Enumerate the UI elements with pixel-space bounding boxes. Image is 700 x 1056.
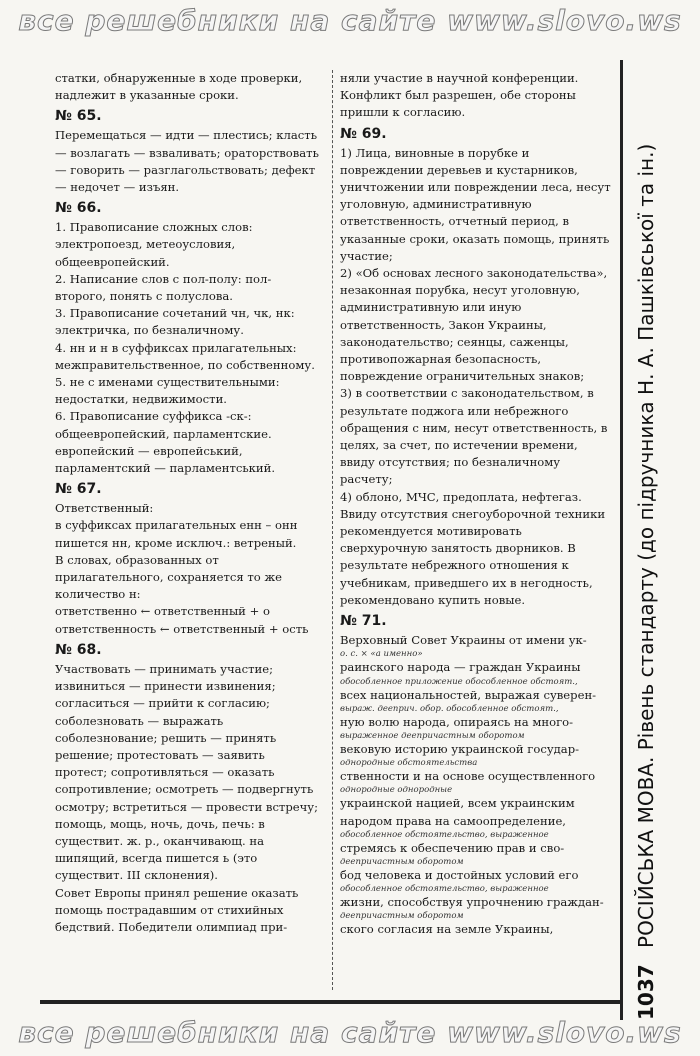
- paragraph: раинского народа — граждан Украины: [340, 660, 581, 675]
- grammar-annotation: однородные обстоятельства: [340, 758, 478, 769]
- exercise-heading: № 68.: [55, 641, 102, 658]
- paragraph: няли участие в научной конференции. Конфликт был разрешен, обе стороны пришли к согласию.: [340, 71, 579, 120]
- watermark-banner-top: все решебники на сайте www.slovo.ws: [18, 4, 682, 37]
- grammar-annotation: обособленное обстоятельство, выраженное: [340, 884, 549, 895]
- grammar-annotation: деепричастным оборотом: [340, 911, 464, 922]
- spine-header: [631, 60, 661, 1020]
- column-divider: [332, 70, 333, 990]
- paragraph: европейский — европейський, парламентский — парламентський.: [55, 443, 276, 476]
- paragraph: в суффиксах прилагательных енн – онн пишется нн, кроме исключ.: ветреный.: [55, 518, 298, 550]
- paragraph: всех национальностей, выражая суверен-: [340, 687, 597, 702]
- paragraph: 6. Правописание суффикса -ск-: общеевропейский, парламентские.: [55, 409, 272, 441]
- page-number: 1037: [634, 964, 658, 1020]
- grammar-annotation: обособленное приложение обособленное обстоят.,: [340, 676, 578, 687]
- exercise-heading: № 66.: [55, 200, 102, 217]
- grammar-annotation: выраж. дееприч. обор. обособленное обстоят.,: [340, 703, 559, 714]
- paragraph: жизни, способствуя упрочнению граждан-: [340, 895, 604, 910]
- paragraph: статки, обнаруженные в ходе проверки, надлежит в указанные сроки.: [55, 71, 303, 103]
- paragraph: В словах, образованных от прилагательного, сохраняется то же количество н:: [55, 552, 282, 602]
- paragraph: украинской нацией, всем украинским народом права на самоопределение,: [340, 796, 575, 828]
- exercise-heading: № 71.: [340, 613, 387, 630]
- paragraph: 4. нн и н в суффиксах прилагательных: межправительственное, по собственному.: [55, 340, 315, 372]
- grammar-annotation: обособленное обстоятельство, выраженное: [340, 829, 549, 840]
- bottom-rule: [40, 1000, 620, 1004]
- paragraph: Ввиду отсутствия снегоуборочной техники рекомендуется мотивировать сверхурочную занятость дворников. В результате небрежного отношения к учебникам, приведшего их в негодность, рекомендовано купить новые.: [340, 506, 606, 607]
- paragraph: 2. Написание слов с пол-полу: пол-второго, понять с полуслова.: [55, 271, 272, 304]
- paragraph: 5. не с именами существительными: недостатки, недвижимости.: [55, 375, 280, 407]
- exercise-heading: № 65.: [55, 108, 102, 125]
- paragraph: 2) «Об основах лесного законодательства», незаконная порубка, несут уголовную, административную или иную ответственность, Закон Украины, законодательство; сеянцы, саженцы, противопожарная безопасность, повреждение ограничительных знаков;: [340, 266, 608, 384]
- paragraph: 3) в соответствии с законодательством, в результате поджога или небрежного обращения с ним, несут ответственность, в целях, за счет, по истечении времени, ввиду отсутствия; по безналичному расчету;: [340, 386, 608, 487]
- grammar-annotation: однородные однородные: [340, 785, 453, 796]
- paragraph: Ответственный:: [55, 501, 154, 516]
- paragraph: бод человека и достойных условий его: [340, 867, 579, 882]
- paragraph: ственности и на основе осуществленного: [340, 769, 596, 784]
- paragraph: 1) Лица, виновные в порубке и повреждении деревьев и кустарников, уничтожении или повреждении леса, несут уголовную, административную ответственность, отчетный период, в указанные сроки, оказать помощь, принять участие;: [340, 145, 611, 263]
- paragraph: Перемещаться — идти — плестись; класть — возлагать — взваливать; ораторствовать — говорить — разглагольствовать; дефект — недочет — изъян.: [55, 128, 319, 195]
- paragraph: Совет Европы принял решение оказать помощь пострадавшим от стихийных бедствий. Победители олимпиад при-: [55, 885, 299, 934]
- paragraph: ского согласия на земле Украины,: [340, 922, 554, 937]
- exercise-heading: № 67.: [55, 481, 102, 498]
- paragraph: ную волю народа, опираясь на много-: [340, 714, 574, 729]
- paragraph: стремясь к обеспечению прав и сво-: [340, 840, 565, 855]
- paragraph: ответственность ← ответственный + ость: [55, 621, 309, 636]
- paragraph: вековую историю украинской государ-: [340, 741, 580, 756]
- right-column: [340, 70, 612, 950]
- paragraph: Участвовать — принимать участие; извиниться — принести извинения; согласиться — прийти к согласию; соболезновать — выражать соболезнование; решить — принять решение; протестовать — заявить протест; сопротивляться — оказать сопротивление; осмотреть — подвергнуть осмотру; встретиться — провести встречу; помощь, мощь, ночь, дочь, печь: в существит. ж. р., оканчивающ. на шипящий, всегда пишется ь (это существит. III склонения).: [55, 661, 319, 883]
- exercise-heading: № 69.: [340, 125, 387, 142]
- grammar-annotation: выраженное деепричастным оборотом: [340, 730, 525, 741]
- paragraph: ответственно ← ответственный + о: [55, 604, 270, 619]
- grammar-annotation: деепричастным оборотом: [340, 856, 464, 867]
- paragraph: 4) облоно, МЧС, предоплата, нефтегаз.: [340, 489, 582, 504]
- paragraph: Верховный Совет Украины от имени ук-: [340, 633, 587, 648]
- grammar-annotation: о. с. × «а именно»: [340, 649, 423, 660]
- book-title: РОСІЙСЬКА МОВА. Рівень стандарту (до підручника Н. А. Пашківської та ін.): [634, 143, 658, 948]
- watermark-banner-bottom: все решебники на сайте www.slovo.ws: [18, 1016, 682, 1049]
- left-column: [55, 70, 320, 950]
- paragraph: 3. Правописание сочетаний чн, чк, нк: электричка, по безналичному.: [55, 306, 295, 338]
- paragraph: 1. Правописание сложных слов: электропоезд, метеоусловия, общеевропейский.: [55, 220, 253, 269]
